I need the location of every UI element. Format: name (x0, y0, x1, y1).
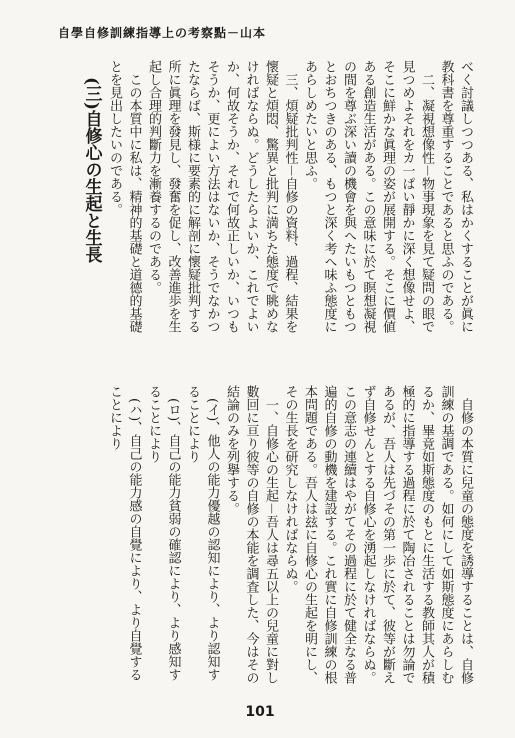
running-head: 自學自修訓練指導上の考察點－山本 (58, 26, 267, 40)
upper-text-block (35, 60, 475, 340)
page-number: 101 (245, 704, 275, 720)
list-item: (ロ)、自己の能力貧弱の確認により、より感知することにより (146, 385, 181, 682)
paragraph: この本質中に私は、精神的基礎と道德的基礎とを見出したいのである。 (107, 60, 142, 333)
lower-text-block (35, 385, 475, 685)
paragraph: 二、凝視想像性－物事現象を見て疑問の眼で見つめよそれをカ一ぱい靜かに深く想像せよ、そこに鮮かな眞理の姿が展開する。そこに價値ある創造生活がある。この意味に於て瞑想凝視の間を尊ぶ深い讀の機會を與へたいもつともつとおちつきのある、もつと深く考へ味ふ態度にあらしめたいと思ふ。 (302, 60, 434, 333)
section-heading: (三)自修心の生起と生長 (81, 77, 102, 264)
paragraph: べく討議しつつある、私はかくすることが眞に教科書を尊重することであると思ふのである。 (438, 60, 473, 333)
list-item: (イ)、他人の能力優越の認知により、より認知することにより (185, 385, 220, 682)
paragraph: 自修の本質に兒童の態度を誘導することは、自修訓練の基調である。如何にして如斯態度にあらしむるか、畢竟如斯態度のもとに生活する教師其人が積極的に指導する過程に於て陶冶されることは勿論であるが、吾人は先づその第一歩に於て、彼等が斷えず自修せんとする自修心を湧起しなければならぬ。この意志の連續はやがてその過程に於て健全なる普遍的自修の動機を建設する。これ實に自修訓練の根本問題である。吾人は玆に自修心の生起を明にし、その生長を研究しなければならぬ。 (282, 385, 473, 684)
list-item: (ハ)、自己の能力感の自覺により、より自覺することにより (107, 385, 142, 682)
paragraph: 一、自修心の生起－吾人は尋五以上の兒童に對し數回に亘り彼等の自修の本能を調査した、今はその結論のみを列擧する。 (224, 385, 278, 684)
paragraph: 三、煩疑批判性－自修の資料、過程、結果を懷疑と煩悶、驚異と批判に満ちた態度で眺めなければならぬ。どうしたらよいか、これでよいか、何故そうか、それで何故正しいか、いつもそうか、更によい方法はないか、そうでなかつたならば、斯様に要素的に解剖に懷疑批判する所に眞理を發見し、發奮を促し、改善進歩を生起し合理的判斷力を漸養するのである。 (146, 60, 298, 333)
